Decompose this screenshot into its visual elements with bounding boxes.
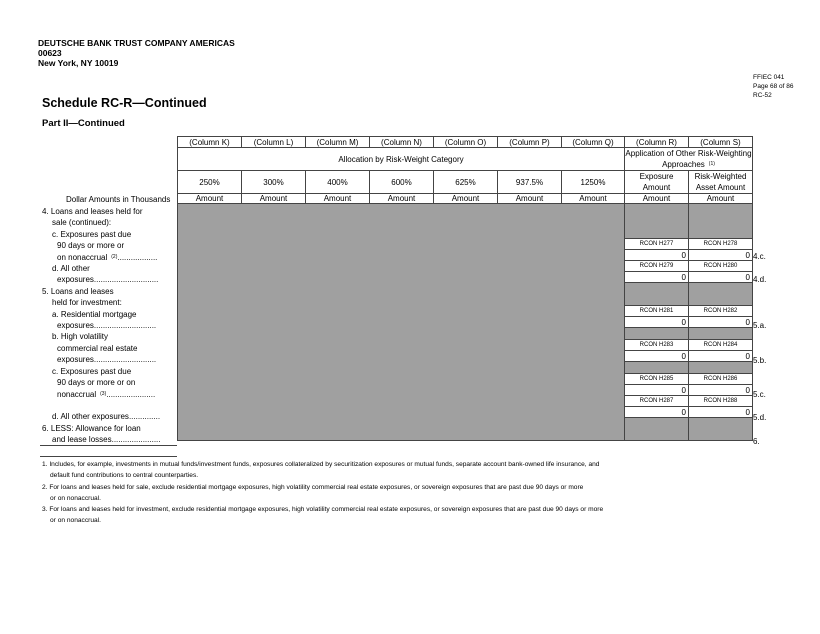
- row-5-line2: held for investment:: [52, 298, 122, 308]
- ref-5d: 5.d.: [753, 413, 767, 422]
- footnote-2b: or on nonaccrual.: [50, 494, 101, 502]
- code-h277: RCON H277: [625, 239, 689, 250]
- code-h286: RCON H286: [689, 374, 753, 385]
- form-ref: RC-52: [753, 92, 772, 99]
- footnote-3b: or on nonaccrual.: [50, 517, 101, 525]
- bank-header: [38, 38, 235, 68]
- col-o-header: (Column O): [434, 137, 498, 148]
- shade-s-5c: [689, 362, 753, 374]
- code-h288: RCON H288: [689, 396, 753, 407]
- weight-937: 937.5%: [498, 171, 562, 194]
- ref-4c: 4.c.: [753, 252, 766, 261]
- shade-r-5b: [625, 328, 689, 340]
- row-4d-text: exposures: [57, 275, 94, 285]
- footnote-2a: 2. For loans and leases held for sale, exclude residential mortgage exposures, high volatility commercial real estate exposures, or sovereign exposures that are past due 90 days or more: [42, 483, 584, 491]
- value-5b-r: 0: [625, 351, 689, 362]
- row-5-line1: 5. Loans and leases: [42, 286, 114, 296]
- value-5c-r: 0: [625, 385, 689, 396]
- rw-asset-amount-header: Risk-Weighted Asset Amount: [689, 171, 753, 194]
- weight-1250: 1250%: [562, 171, 625, 194]
- risk-weight-table: [177, 136, 753, 441]
- value-5a-r: 0: [625, 317, 689, 328]
- footnote-1a: 1. Includes, for example, investments in mutual funds/investment funds, exposures collateralized by securitization exposures or mutual funds, separate account bank-owned life insurance, and: [42, 461, 600, 468]
- shade-s-5: [689, 283, 753, 306]
- col-p-header: (Column P): [498, 137, 562, 148]
- value-4c-s: 0: [689, 250, 753, 261]
- row-5b-line2: commercial real estate: [57, 343, 138, 353]
- row-5a-text: exposures: [57, 321, 94, 331]
- amount-label-q: Amount: [562, 194, 625, 204]
- form-page: Page 68 of 86: [753, 83, 794, 90]
- row-5b-line3: exposures............................: [57, 355, 157, 365]
- shade-s-6: [689, 418, 753, 441]
- part-title: Part II—Continued: [42, 118, 125, 129]
- row-spacer: [42, 400, 161, 411]
- footnote-1b: default fund contributions to central counterparties.: [50, 472, 199, 480]
- footnotes: [42, 459, 603, 527]
- row-4d-line1: d. All other: [52, 264, 90, 274]
- row-4c-line3: on nonaccrual $^{(2)}$..................: [57, 252, 158, 262]
- weight-600: 600%: [370, 171, 434, 194]
- row-5b-line1: b. High volatility: [52, 332, 109, 342]
- value-5d-s: 0: [689, 407, 753, 418]
- row-4c-note: (2): [111, 253, 118, 260]
- value-5d-r: 0: [625, 407, 689, 418]
- ref-4d: 4.d.: [753, 275, 767, 284]
- row-5b-text: exposures: [57, 355, 94, 365]
- row-5c-line2: 90 days or more or on: [57, 378, 136, 388]
- code-h279: RCON H279: [625, 261, 689, 272]
- amount-label-r: Amount: [625, 194, 689, 204]
- weight-625: 625%: [434, 171, 498, 194]
- row-5c-text: nonaccrual: [57, 389, 97, 399]
- code-h278: RCON H278: [689, 239, 753, 250]
- shade-r-5: [625, 283, 689, 306]
- shade-r-6: [625, 418, 689, 441]
- footnote-separator: [40, 456, 177, 457]
- value-5c-s: 0: [689, 385, 753, 396]
- exposure-amount-header: Exposure Amount: [625, 171, 689, 194]
- row-5c-note: (3): [100, 390, 107, 397]
- value-5a-s: 0: [689, 317, 753, 328]
- col-n-header: (Column N): [370, 137, 434, 148]
- dollar-amounts-header: Dollar Amounts in Thousands: [66, 195, 171, 204]
- amount-label-s: Amount: [689, 194, 753, 204]
- other-approaches-header: [625, 148, 753, 171]
- code-h283: RCON H283: [625, 340, 689, 351]
- value-5b-s: 0: [689, 351, 753, 362]
- amount-label-l: Amount: [242, 194, 306, 204]
- code-h287: RCON H287: [625, 396, 689, 407]
- shaded-area: [178, 204, 625, 441]
- bank-name: DEUTSCHE BANK TRUST COMPANY AMERICAS: [38, 38, 235, 48]
- label-bottom-rule: [40, 445, 177, 446]
- row-4d-line2: exposures.............................: [57, 275, 159, 285]
- row-4c-text: on nonaccrual: [57, 252, 108, 262]
- shade-r-5c: [625, 362, 689, 374]
- other-approaches-text: Application of Other Risk-Weighting Approaches: [625, 149, 752, 169]
- row-5c-line3: nonaccrual $^{(3)}$......................: [57, 389, 156, 399]
- form-code: FFIEC 041: [753, 74, 785, 81]
- ref-5a: 5.a.: [753, 321, 767, 330]
- shade-s-4: [689, 204, 753, 239]
- col-r-header: (Column R): [625, 137, 689, 148]
- row-5d-text: d. All other exposures: [52, 412, 129, 422]
- col-l-header: (Column L): [242, 137, 306, 148]
- amount-label-k: Amount: [178, 194, 242, 204]
- col-q-header: (Column Q): [562, 137, 625, 148]
- other-approaches-note: (1): [708, 161, 715, 167]
- code-h280: RCON H280: [689, 261, 753, 272]
- form-info: [753, 73, 793, 100]
- allocation-header: Allocation by Risk-Weight Category: [178, 148, 625, 171]
- ref-5b: 5.b.: [753, 356, 767, 365]
- bank-id: 00623: [38, 48, 62, 58]
- row-4c-line1: c. Exposures past due: [52, 229, 132, 239]
- row-5d: d. All other exposures..............: [52, 412, 161, 422]
- row-6-line1: 6. LESS: Allowance for loan: [42, 423, 141, 433]
- amount-label-m: Amount: [306, 194, 370, 204]
- schedule-title: Schedule RC-R—Continued: [42, 96, 207, 110]
- col-m-header: (Column M): [306, 137, 370, 148]
- amount-label-o: Amount: [434, 194, 498, 204]
- shade-s-5b: [689, 328, 753, 340]
- value-4d-r: 0: [625, 272, 689, 283]
- value-4c-r: 0: [625, 250, 689, 261]
- row-6-text: and lease losses: [52, 435, 112, 445]
- row-5c-line1: c. Exposures past due: [52, 366, 132, 376]
- col-s-header: (Column S): [689, 137, 753, 148]
- bank-city: New York, NY 10019: [38, 58, 119, 68]
- footnote-3a: 3. For loans and leases held for investment, exclude residential mortgage exposures, high volatility commercial real estate exposures, or sovereign exposures that are past due 90 days or more: [42, 506, 604, 514]
- code-h284: RCON H284: [689, 340, 753, 351]
- ref-6: 6.: [753, 437, 760, 446]
- code-h285: RCON H285: [625, 374, 689, 385]
- amount-label-p: Amount: [498, 194, 562, 204]
- row-4c-line2: 90 days or more or: [57, 241, 125, 251]
- weight-250: 250%: [178, 171, 242, 194]
- code-h282: RCON H282: [689, 306, 753, 317]
- value-4d-s: 0: [689, 272, 753, 283]
- row-4-line1: 4. Loans and leases held for: [42, 207, 143, 216]
- code-h281: RCON H281: [625, 306, 689, 317]
- weight-300: 300%: [242, 171, 306, 194]
- weight-400: 400%: [306, 171, 370, 194]
- row-5a-line2: exposures............................: [57, 321, 157, 331]
- row-labels: [42, 206, 161, 446]
- col-k-header: (Column K): [178, 137, 242, 148]
- row-5a-line1: a. Residential mortgage: [52, 309, 137, 319]
- ref-5c: 5.c.: [753, 390, 766, 399]
- shade-r-4: [625, 204, 689, 239]
- amount-label-n: Amount: [370, 194, 434, 204]
- row-6-line2: and lease losses......................: [52, 435, 161, 445]
- row-4-line2: sale (continued):: [52, 218, 112, 228]
